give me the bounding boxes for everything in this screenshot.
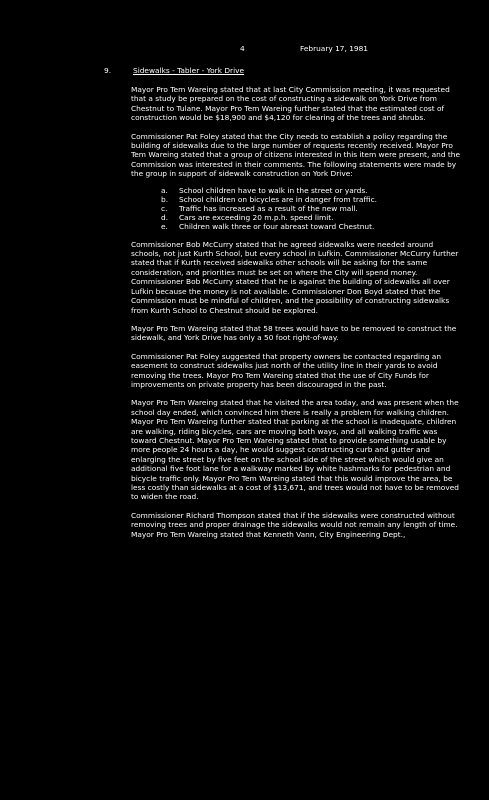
list-item bbox=[161, 213, 461, 222]
list-item bbox=[161, 222, 461, 231]
list-item-text: Cars are exceeding 20 m.p.h. speed limit. bbox=[179, 212, 334, 222]
agenda-item-title: Sidewalks - Tabler - York Drive bbox=[133, 66, 245, 75]
list-marker: c. bbox=[161, 203, 168, 213]
page-header bbox=[0, 44, 489, 56]
paragraph: Mayor Pro Tem Wareing stated that at last City Commission meeting, it was requested that a study be prepared on the cost of constructing a sidewalk on York Drive from Chestnut to Tulane. Mayor Pro Tem Wareing further stated that the estimated cost of construction would be $18,900 and $4,120 for clearing of the trees and shrubs. bbox=[131, 85, 450, 123]
paragraph: Commissioner Pat Foley suggested that property owners be contacted regarding an easement to construct sidewalks just north of the utility line in their yards to avoid removing the trees. Mayor Pro Tem Wareing stated that the use of City Funds for improvements on private property has been discouraged in the past. bbox=[131, 351, 442, 389]
document-date: February 17, 1981 bbox=[300, 44, 369, 53]
paragraph: Commissioner Bob McCurry stated that he agreed sidewalks were needed around schools, not just Kurth School, but every school in Lufkin. Commissioner McCurry further stated that if Kurth received sidewalks other schools will be asking for the same consideration, and priorities must be set on where the City will spend money. Commissioner Bob McCurry stated that he is against the building of sidewalks all over Lufkin because the money is not available. Commissioner Don Boyd stated that the Commission must be mindful of children, and the possibility of constructing sidewalks from Kurth School to Chestnut should be explored. bbox=[131, 239, 459, 315]
page-number: 4 bbox=[240, 44, 245, 53]
paragraph: Mayor Pro Tem Wareing stated that he visited the area today, and was present when the school day ended, which convinced him there is really a problem for walking children. Mayor Pro Tem Wareing further stated that parking at the school is inadequate, children are walking, riding bicycles, cars are moving both ways, and all walking traffic was toward Chestnut. Mayor Pro Tem Wareing stated that to provide something usable by more people 24 hours a day, he would suggest constructing curb and gutter and enlarging the street by five feet on the school side of the street which would give an additional five foot lane for a walkway marked by white hashmarks for pedestrian and bicycle traffic only. Mayor Pro Tem Wareing stated that this would improve the area, be less costly than sidewalks at a cost of $13,671, and trees would not have to be removed to widen the road. bbox=[131, 398, 459, 502]
list-marker: d. bbox=[161, 212, 169, 222]
list-item-text: Children walk three or four abreast toward Chestnut. bbox=[179, 221, 375, 231]
list-marker: e. bbox=[161, 221, 168, 231]
list-item-text: Traffic has increased as a result of the new mall. bbox=[179, 203, 358, 213]
list-item bbox=[161, 195, 461, 204]
agenda-item-number: 9. bbox=[104, 66, 112, 75]
list-item bbox=[161, 204, 461, 213]
paragraph: Commissioner Richard Thompson stated that if the sidewalks were constructed without removing trees and proper drainage the sidewalks would not remain any length of time. Mayor Pro Tem Wareing stated that Kenneth Vann, City Engineering Dept., bbox=[131, 510, 458, 539]
list-item-text: School children have to walk in the street or yards. bbox=[179, 185, 368, 195]
list-marker: b. bbox=[161, 194, 169, 204]
list-marker: a. bbox=[161, 185, 168, 195]
list-item-text: School children on bicycles are in danger from traffic. bbox=[179, 194, 377, 204]
statement-list bbox=[131, 186, 461, 231]
paragraph: Mayor Pro Tem Wareing stated that 58 trees would have to be removed to construct the sidewalk, and York Drive has only a 50 foot right-of-way. bbox=[131, 323, 457, 343]
minutes-body bbox=[131, 85, 461, 548]
list-item bbox=[161, 186, 461, 195]
paragraph: Commissioner Pat Foley stated that the City needs to establish a policy regarding the building of sidewalks due to the large number of requests recently received. Mayor Pro Tem Wareing stated that a group of citizens interested in this item were present, and the Commission was interested in their comments. The following statements were made by the group in support of sidewalk construction on York Drive: bbox=[131, 131, 461, 179]
